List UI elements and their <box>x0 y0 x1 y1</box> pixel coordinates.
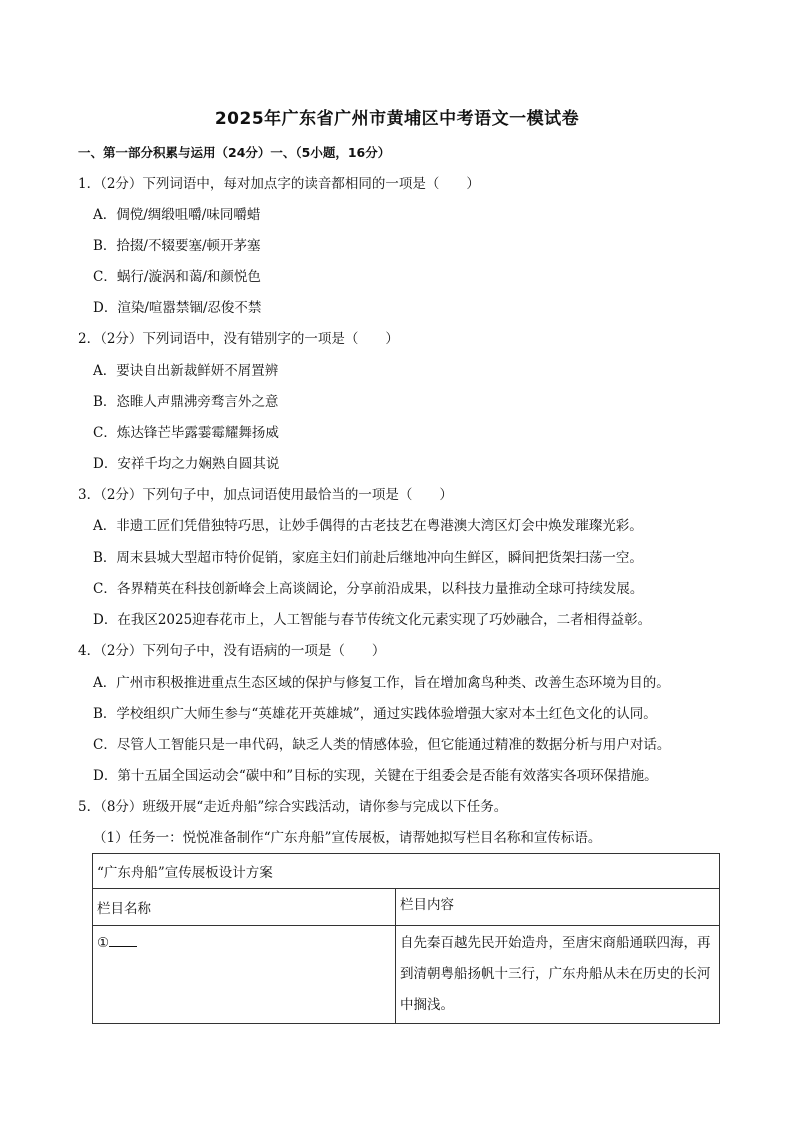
section-heading: 一、第一部分积累与运用（24分）一、（5小题，16分） <box>78 145 391 160</box>
question-1-option-b: B．拾掇/不辍要塞/顿开茅塞 <box>93 238 261 254</box>
design-plan-table <box>92 853 720 1024</box>
question-3-option-c: C．各界精英在科技创新峰会上高谈阔论，分享前沿成果，以科技力量推动全球可持续发展。 <box>93 581 644 597</box>
question-4-option-c: C．尽管人工智能只是一串代码，缺乏人类的情感体验，但它能通过精准的数据分析与用户对话。 <box>93 737 671 753</box>
question-2-option-a: A．要诀自出新裁鲜妍不屑置辨 <box>93 363 279 379</box>
question-4-stem: 4．（2分）下列句子中，没有语病的一项是（ ） <box>78 643 386 659</box>
question-2-option-b: B．恣睢人声鼎沸旁骛言外之意 <box>93 394 279 410</box>
table-header-row <box>93 889 720 926</box>
row-1-name: ① <box>97 935 110 951</box>
question-3-option-d: D．在我区2025迎春花市上，人工智能与春节传统文化元素实现了巧妙融合，二者相得益彰。 <box>93 612 652 628</box>
question-1-option-c: C．蜗行/漩涡和蔼/和颜悦色 <box>93 269 261 285</box>
table-caption: “广东舟船”宣传展板设计方案 <box>93 854 720 889</box>
table-caption-row <box>93 854 720 889</box>
question-2-option-d: D．安祥千均之力娴熟自圆其说 <box>93 456 280 472</box>
question-3-option-a: A．非遗工匠们凭借独特巧思，让妙手偶得的古老技艺在粤港澳大湾区灯会中焕发璀璨光彩。 <box>93 518 643 534</box>
question-4-option-d: D．第十五届全国运动会“碳中和”目标的实现，关键在于组委会是否能有效落实各项环保措施。 <box>93 768 658 784</box>
column-header-content: 栏目内容 <box>396 889 720 926</box>
question-1-stem: 1．（2分）下列词语中，每对加点字的读音都相同的一项是（ ） <box>78 176 480 192</box>
question-4-option-b: B．学校组织广大师生参与“英雄花开英雄城”，通过实践体验增强大家对本土红色文化的认同。 <box>93 706 657 722</box>
question-2-stem: 2．（2分）下列词语中，没有错别字的一项是（ ） <box>78 331 399 347</box>
answer-blank[interactable] <box>109 934 137 947</box>
row-1-name-cell <box>93 926 396 1024</box>
row-1-content: 自先秦百越先民开始造舟，至唐宋商船通联四海，再到清朝粤船扬帆十三行，广东舟船从未在历史的长河中搁浅。 <box>396 926 720 1024</box>
table-row <box>93 926 720 1024</box>
question-3-option-b: B．周末县城大型超市特价促销，家庭主妇们前赴后继地冲向生鲜区，瞬间把货架扫荡一空。 <box>93 550 643 566</box>
question-4-option-a: A．广州市积极推进重点生态区域的保护与修复工作，旨在增加禽鸟种类、改善生态环境为目的。 <box>93 675 670 691</box>
question-2-option-c: C．炼达锋芒毕露霎霉耀舞扬威 <box>93 425 279 441</box>
question-5-stem: 5．（8分）班级开展“走近舟船”综合实践活动，请你参与完成以下任务。 <box>78 799 508 815</box>
column-header-name: 栏目名称 <box>93 889 396 926</box>
question-1-option-a: A．倜傥/绸缎咀嚼/味同嚼蜡 <box>93 207 261 223</box>
task-1-prompt: （1）任务一：悦悦准备制作“广东舟船”宣传展板，请帮她拟写栏目名称和宣传标语。 <box>93 830 602 846</box>
question-1-option-d: D．渲染/喧嚣禁锢/忍俊不禁 <box>93 300 262 316</box>
question-3-stem: 3．（2分）下列句子中，加点词语使用最恰当的一项是（ ） <box>78 487 453 503</box>
page-title: 2025年广东省广州市黄埔区中考语文一模试卷 <box>214 109 580 129</box>
